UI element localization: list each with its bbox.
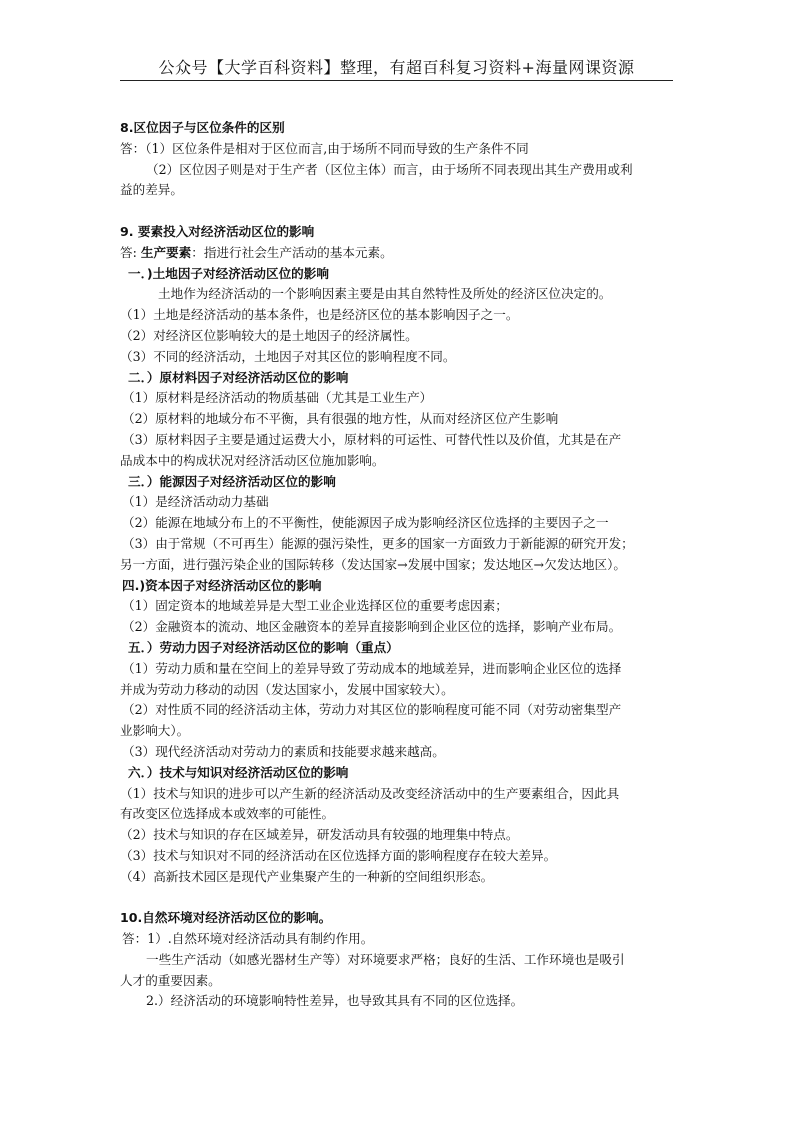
header-divider bbox=[120, 80, 673, 81]
q10-line-2: 一些生产活动（如感光器材生产等）对环境要求严格；良好的生活、工作环境也是吸引 bbox=[146, 951, 625, 967]
section-5-line-3: （2）对性质不同的经济活动主体，劳动力对其区位的影响程度可能不同（对劳动密集型产 bbox=[122, 702, 622, 718]
section-2-line-4: 品成本中的构成状况对经济活动区位施加影响。 bbox=[120, 452, 385, 468]
q9-title: 9. 要素投入对经济活动区位的影响 bbox=[120, 223, 315, 239]
q10-line-4: 2.）经济活动的环境影响特性差异，也导致其具有不同的区位选择。 bbox=[146, 993, 524, 1009]
q8-line-1: 答：（1）区位条件是相对于区位而言,由于场所不同而导致的生产条件不同 bbox=[120, 140, 529, 156]
section-3-line-4: 另一方面，进行强污染企业的国际转移（发达国家→发展中国家；发达地区→欠发达地区）。 bbox=[120, 556, 626, 572]
page-header: 公众号【大学百科资料】整理，有超百科复习资料+海量网课资源 bbox=[158, 58, 635, 77]
section-5-title: 五．）劳动力因子对经济活动区位的影响（重点） bbox=[128, 639, 399, 655]
section-1-line-2: （1）土地是经济活动的基本条件，也是经济区位的基本影响因子之一。 bbox=[120, 307, 519, 323]
section-5-line-5: （3）现代经济活动对劳动力的素质和技能要求越来越高。 bbox=[122, 743, 445, 759]
section-4-title: 四.)资本因子对经济活动区位的影响 bbox=[122, 577, 322, 593]
section-1-line-3: （2）对经济区位影响较大的是土地因子的经济属性。 bbox=[120, 327, 418, 343]
q10-line-1: 答：1）.自然环境对经济活动具有制约作用。 bbox=[122, 931, 374, 947]
section-6-line-3: （2）技术与知识的存在区域差异，研发活动具有较强的地理集中特点。 bbox=[120, 827, 519, 843]
section-1-line-1: 土地作为经济活动的一个影响因素主要是由其自然特性及所处的经济区位决定的。 bbox=[158, 286, 612, 302]
spacer bbox=[120, 201, 673, 222]
section-2-line-3: （3）原材料因子主要是通过运费大小，原材料的可运性、可替代性以及价值，尤其是在产 bbox=[122, 431, 622, 447]
q10-title: 10.自然环境对经济活动区位的影响。 bbox=[120, 910, 332, 926]
q9-intro-term: 生产要素 bbox=[140, 244, 192, 260]
section-3-title: 三．）能源因子对经济活动区位的影响 bbox=[128, 473, 336, 489]
section-6-line-2: 有改变区位选择成本或效率的可能性。 bbox=[120, 806, 335, 822]
section-5-line-4: 业影响大）。 bbox=[120, 723, 190, 739]
q9-intro bbox=[120, 243, 673, 264]
q9-intro-prefix: 答: bbox=[120, 244, 141, 260]
section-6-line-4: （3）技术与知识对不同的经济活动在区位选择方面的影响程度存在较大差异。 bbox=[120, 847, 557, 863]
q8-line-3: 益的差异。 bbox=[120, 182, 183, 198]
q8-title: 8.区位因子与区位条件的区别 bbox=[120, 120, 285, 135]
section-3-line-1: （1）是经济活动动力基础 bbox=[122, 494, 269, 510]
section-5-line-1: （1）劳动力质和量在空间上的差异导致了劳动成本的地域差异，进而影响企业区位的选择 bbox=[122, 660, 622, 676]
q10-line-3: 人才的重要因素。 bbox=[120, 972, 221, 988]
section-2-title: 二．）原材料因子对经济活动区位的影响 bbox=[128, 369, 349, 385]
section-3-line-3: （3）由于常规（不可再生）能源的强污染性，更多的国家一方面致力于新能源的研究开发； bbox=[122, 535, 634, 551]
q8-line-2: （2）区位因子则是对于生产者（区位主体）而言，由于场所不同表现出其生产费用或利 bbox=[146, 161, 633, 177]
section-6-line-1: （1）技术与知识的进步可以产生新的经济活动及改变经济活动中的生产要素组合，因此具 bbox=[120, 785, 620, 801]
section-4-line-2: （2）金融资本的流动、地区金融资本的差异直接影响到企业区位的选择，影响产业布局。 bbox=[122, 619, 622, 635]
section-1-line-4: （3）不同的经济活动，土地因子对其区位的影响程度不同。 bbox=[120, 348, 456, 364]
section-6-title: 六．）技术与知识对经济活动区位的影响 bbox=[128, 764, 349, 780]
section-1-title: 一．)土地因子对经济活动区位的影响 bbox=[128, 265, 329, 281]
document-body bbox=[120, 118, 673, 1012]
section-2-line-2: （2）原材料的地域分布不平衡，具有很强的地方性，从而对经济区位产生影响 bbox=[122, 411, 559, 427]
q9-intro-rest: ：指进行社会生产活动的基本元素。 bbox=[191, 244, 393, 260]
section-5-line-2: 并成为劳动力移动的动因（发达国家小，发展中国家较大）。 bbox=[120, 681, 454, 697]
spacer bbox=[120, 887, 673, 908]
section-2-line-1: （1）原材料是经济活动的物质基础（尤其是工业生产） bbox=[122, 390, 433, 406]
section-4-line-1: （1）固定资本的地域差异是大型工业企业选择区位的重要考虑因素； bbox=[122, 598, 508, 614]
section-6-line-5: （4）高新技术园区是现代产业集聚产生的一种新的空间组织形态。 bbox=[120, 868, 494, 884]
section-3-line-2: （2）能源在地域分布上的不平衡性，使能源因子成为影响经济区位选择的主要因子之一 bbox=[122, 515, 609, 531]
